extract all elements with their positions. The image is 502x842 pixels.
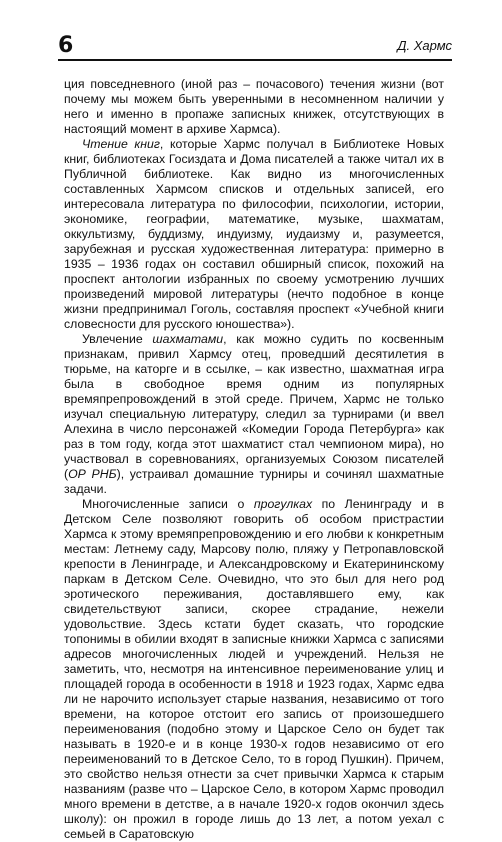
italic-text: прогулках xyxy=(253,497,313,511)
running-head: Д. Хармс xyxy=(397,38,452,53)
paragraph xyxy=(64,137,444,332)
paragraph xyxy=(64,332,444,497)
paragraph xyxy=(64,77,444,137)
italic-text: шахматами xyxy=(152,332,224,346)
text-run: , которые Хармс получал в Библиотеке Новых книг, библиотеках Госиздата и Дома писателей а также читал их в Публичной библиотеке. Как видно из многочисленных составленных Хармсом списков и отдельных записей, его интересовала литература по философии, психологии, истории, экономике, географии, математике, музыке, шахматам, оккультизму, буддизму, индуизму, иудаизму и, разумеется, зарубежная и русская художественная литература: примерно в 1935 – 1936 годах он составил обширный список, похожий на проспект антологии избранных по своему усмотрению лучших произведений мировой литературы (нечто подобное в конце жизни предпринимал Гоголь, составляя проспект «Учебной книги словесности для русского юношества»). xyxy=(64,137,445,331)
body-text xyxy=(64,77,444,842)
header-rule xyxy=(58,59,452,61)
page-header xyxy=(58,34,452,62)
italic-text: ОР РНБ xyxy=(68,467,117,481)
text-run: , как можно судить по косвенным признакам, привил Хармсу отец, проведший десятилетия в тюрьме, на каторге и в ссылке, – как известно, шахматная игра была в свободное время одним из популярных времяпрепровождений в этой среде. Причем, Хармс не только изучал специальную литературу, следил за турнирами (и ввел Алехина в число персонажей «Комедии Города Петербурга» как раз в том году, когда этот шахматист стал чемпионом мира), но участвовал в соревнованиях, организуемых Союзом писателей ( xyxy=(64,332,444,481)
text-run: Многочисленные записи о xyxy=(82,497,254,511)
text-run: ), устраивал домашние турниры и сочинял шахматные задачи. xyxy=(64,467,444,496)
page-number: 6 xyxy=(58,33,74,58)
italic-text: Чтение книг xyxy=(82,137,160,151)
text-run: Увлечение xyxy=(82,332,153,346)
paragraph xyxy=(64,497,444,842)
text-run: по Ленинграду и в Детском Селе позволяют говорить об особом пристрастии Хармса к этому времяпрепровождению и его любви к конкретным местам: Летнему саду, Марсову полю, пляжу у Петропавловской крепости в Ленинграде, и Александровскому и Екатерининскому паркам в Детском Селе. Очевидно, что это был для него род эротического переживания, доставлявшего ему, как свидетельствуют записи, скорее страдание, нежели удовольствие. Здесь кстати будет сказать, что городские топонимы в обилии входят в записные книжки Хармса с записями адресов многочисленных людей и учреждений. Нельзя не заметить, что, несмотря на интенсивное переименование улиц и площадей города в особенности в 1918 и 1923 годах, Хармс едва ли не нарочито использует старые названия, независимо от того времени, на которое отстоит его запись от произошедшего переименования (подобно этому и Царское Село он будет так называть в 1920-е и в конце 1930-х годов независимо от его переименований то в Детское Село, то в город Пушкин). Причем, это свойство нельзя отнести за счет привычки Хармса к старым названиям (разве что – Царское Село, в котором Хармс проводил много времени в детстве, а в начале 1920-х годов окончил здесь школу): он прожил в городе лишь до 13 лет, а потом уехал с семьей в Саратовскую xyxy=(64,497,444,841)
text-run: ция повседневного (иной раз – почасового) течения жизни (вот почему мы можем быть уверенными в несомненном наличии у него и именно в пропаже записных книжек, отсутствующих в настоящий момент в архиве Хармса). xyxy=(64,77,444,136)
